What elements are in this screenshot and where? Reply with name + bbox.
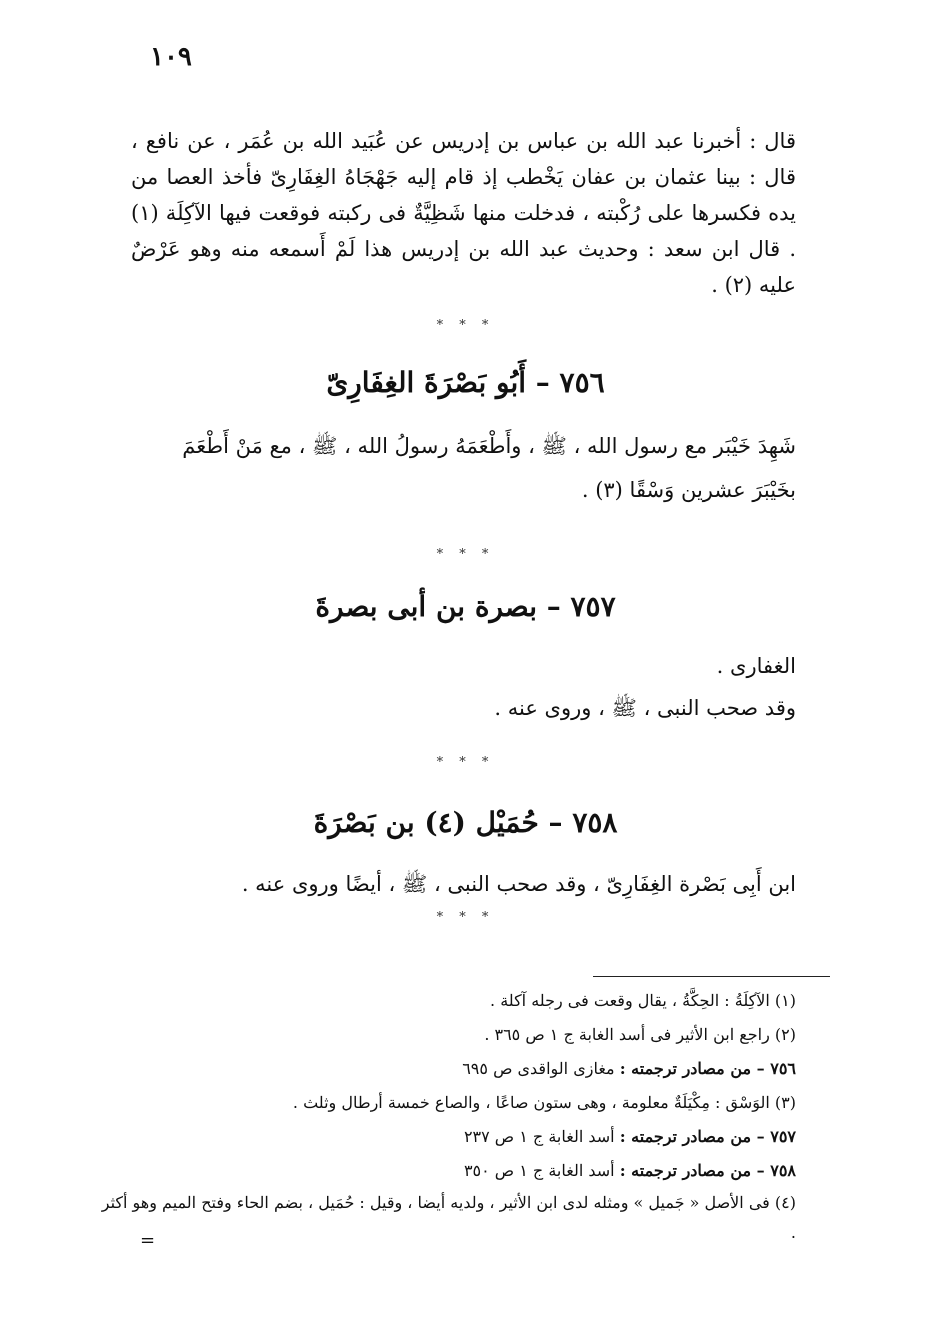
entry-heading-757: ٧٥٧ – بصرة بن أبى بصرةَ xyxy=(315,590,616,623)
footnotes xyxy=(96,984,796,1248)
footnote-4: (٤) فى الأصل « جَميل » ومثله لدى ابن الأثير ، ولديه أيضا ، وقيل : حُمَيل ، بضم الحاء وفتح الميم وهو أكثر . xyxy=(101,1193,796,1242)
source-757-text: أسد الغابة ج ١ ص ٢٣٧ xyxy=(463,1127,615,1146)
source-758 xyxy=(96,1154,796,1188)
source-757 xyxy=(96,1120,796,1154)
entry-757-line-1: الغفارى . xyxy=(716,654,796,678)
entry-heading-756: ٧٥٦ – أَبُو بَصْرَةَ الغِفَارِىّ xyxy=(326,366,605,399)
separator-stars: * * * xyxy=(436,547,495,562)
continuation-mark: = xyxy=(140,1230,156,1251)
intro-paragraph: قال : أخبرنا عبد الله بن عباس بن إدريس عن عُبَيد الله بن عُمَر ، عن نافع ، قال : بينا عثمان بن عفان يَخْطب إذ قام إليه جَهْجَاهُ الغِفَارِىّ فأخذ العصا من يده فكسرها على رُكْبته ، فدخلت منها شَظِيَّةٌ فى ركبته فوقعت فيها الآكِلَة (١) . قال ابن سعد : وحديث عبد الله بن إدريس هذا لَمْ أَسمعه منه وهو عَرْضٌ عليه (٢) . xyxy=(131,129,796,297)
separator-stars: * * * xyxy=(436,318,495,333)
footnote-2: (٢) راجع ابن الأثير فى أسد الغابة ج ١ ص ٣٦٥ . xyxy=(484,1025,796,1044)
footnote-1: (١) الآكِلَةُ : الحِكَّةُ ، يقال وقعت فى رجله آكلة . xyxy=(490,991,796,1010)
footnote-divider xyxy=(593,976,830,977)
page-number: ١٠٩ xyxy=(150,42,192,72)
source-756 xyxy=(96,1052,796,1086)
source-756-text: مغازى الواقدى ص ٦٩٥ xyxy=(462,1059,615,1078)
entry-heading-758: ٧٥٨ – حُمَيْل (٤) بن بَصْرَةَ xyxy=(313,806,618,839)
separator-stars: * * * xyxy=(436,910,495,925)
source-758-text: أسد الغابة ج ١ ص ٣٥٠ xyxy=(463,1161,615,1180)
entry-758-line-1: ابن أَبِى بَصْرة الغِفَارِىّ ، وقد صحب النبى ، ﷺ ، أيضًا وروى عنه . xyxy=(241,872,796,896)
source-758-label: ٧٥٨ – من مصادر ترجمته : xyxy=(619,1161,796,1180)
source-756-label: ٧٥٦ – من مصادر ترجمته : xyxy=(619,1059,796,1078)
separator-stars: * * * xyxy=(436,755,495,770)
source-757-label: ٧٥٧ – من مصادر ترجمته : xyxy=(619,1127,796,1146)
entry-756-line-1: شَهِدَ خَيْبَر مع رسول الله ، ﷺ ، وأَطْعَمَهُ رسولُ الله ، ﷺ ، مع مَنْ أَطْعَمَ xyxy=(182,434,796,458)
footnote-3: (٣) الوَسْق : مِكْيَلَةٌ معلومة ، وهى ستون صاعًا ، والصاع خمسة أرطال وثلث . xyxy=(292,1093,796,1112)
entry-756-line-2: بخَيْبَرَ عشرين وَسْقًا (٣) . xyxy=(581,478,796,502)
entry-757-line-2: وقد صحب النبى ، ﷺ ، وروى عنه . xyxy=(494,696,796,720)
